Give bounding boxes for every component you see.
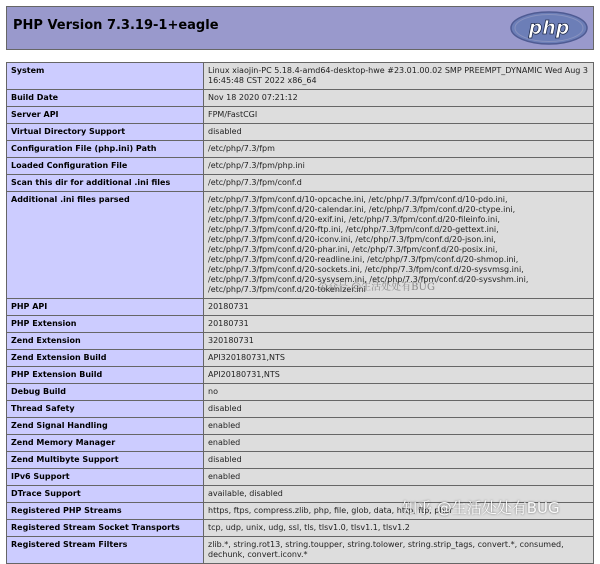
table-row [7,333,594,350]
table-row [7,452,594,469]
row-value: disabled [204,452,594,469]
watermark-corner: 知乎 @生活处处有BUG [402,499,560,517]
row-value: enabled [204,418,594,435]
table-row [7,63,594,90]
table-row [7,192,594,299]
row-value: /etc/php/7.3/fpm [204,141,594,158]
phpinfo-rows [7,63,594,564]
table-row [7,384,594,401]
table-row [7,299,594,316]
row-value: no [204,384,594,401]
row-label: Configuration File (php.ini) Path [7,141,204,158]
row-value: https, ftps, compress.zlib, php, file, glob, data, http, ftp, phar [204,503,594,520]
row-label: Registered Stream Socket Transports [7,520,204,537]
row-label: Scan this dir for additional .ini files [7,175,204,192]
row-value: 20180731 [204,299,594,316]
table-row [7,486,594,503]
php-logo-text: php [528,17,570,39]
phpinfo-header [6,6,594,50]
row-label: Thread Safety [7,401,204,418]
table-row [7,418,594,435]
row-value: enabled [204,435,594,452]
row-label: Debug Build [7,384,204,401]
table-row [7,401,594,418]
row-value: available, disabled [204,486,594,503]
row-value: Nov 18 2020 07:21:12 [204,90,594,107]
row-label: Registered PHP Streams [7,503,204,520]
row-label: Zend Extension Build [7,350,204,367]
row-label: Additional .ini files parsed [7,192,204,299]
table-row [7,158,594,175]
row-label: Loaded Configuration File [7,158,204,175]
row-label: DTrace Support [7,486,204,503]
table-row [7,175,594,192]
row-label: PHP Extension Build [7,367,204,384]
table-row [7,435,594,452]
table-row [7,350,594,367]
table-row [7,469,594,486]
row-value: Linux xiaojin-PC 5.18.4-amd64-desktop-hwe #23.01.00.02 SMP PREEMPT_DYNAMIC Wed Aug 3 16:45:48 CST 2022 x86_64 [204,63,594,90]
row-value: /etc/php/7.3/fpm/conf.d/10-opcache.ini, /etc/php/7.3/fpm/conf.d/10-pdo.ini, /etc/php/7.3/fpm/conf.d/20-calendar.ini, /etc/php/7.3/fpm/conf.d/20-ctype.ini, /etc/php/7.3/fpm/conf.d/20-exif.ini, /etc/php/7.3/fpm/conf.d/20-fileinfo.ini, /etc/php/7.3/fpm/conf.d/20-ftp.ini, /etc/php/7.3/fpm/conf.d/20-gettext.ini, /etc/php/7.3/fpm/conf.d/20-iconv.ini, /etc/php/7.3/fpm/conf.d/20-json.ini, /etc/php/7.3/fpm/conf.d/20-phar.ini, /etc/php/7.3/fpm/conf.d/20-posix.ini, /etc/php/7.3/fpm/conf.d/20-readline.ini, /etc/php/7.3/fpm/conf.d/20-shmop.ini, /etc/php/7.3/fpm/conf.d/20-sockets.ini, /etc/php/7.3/fpm/conf.d/20-sysvmsg.ini, /etc/php/7.3/fpm/conf.d/20-sysvsem.ini, /etc/php/7.3/fpm/conf.d/20-sysvshm.ini, /etc/php/7.3/fpm/conf.d/20-tokenizer.ini [204,192,594,299]
row-label: Build Date [7,90,204,107]
row-value: API20180731,NTS [204,367,594,384]
row-label: Server API [7,107,204,124]
row-label: IPv6 Support [7,469,204,486]
row-value: tcp, udp, unix, udg, ssl, tls, tlsv1.0, tlsv1.1, tlsv1.2 [204,520,594,537]
table-row [7,503,594,520]
row-label: Registered Stream Filters [7,537,204,564]
row-value: 20180731 [204,316,594,333]
row-label: Virtual Directory Support [7,124,204,141]
table-row [7,367,594,384]
phpinfo-table [6,62,594,564]
row-value: FPM/FastCGI [204,107,594,124]
table-row [7,141,594,158]
row-value: zlib.*, string.rot13, string.toupper, string.tolower, string.strip_tags, convert.*, consumed, dechunk, convert.iconv.* [204,537,594,564]
row-value: /etc/php/7.3/fpm/php.ini [204,158,594,175]
row-label: Zend Memory Manager [7,435,204,452]
row-value: /etc/php/7.3/fpm/conf.d [204,175,594,192]
row-value: disabled [204,401,594,418]
table-row [7,537,594,564]
table-row [7,316,594,333]
row-label: PHP API [7,299,204,316]
table-row [7,107,594,124]
php-logo-icon [509,10,589,46]
row-label: Zend Multibyte Support [7,452,204,469]
watermark-center: 公众号 @生活处处有BUG [318,282,435,293]
row-value: 320180731 [204,333,594,350]
page-title: PHP Version 7.3.19-1+eagle [13,18,219,33]
row-value: disabled [204,124,594,141]
row-value: API320180731,NTS [204,350,594,367]
row-label: Zend Signal Handling [7,418,204,435]
row-label: System [7,63,204,90]
table-row [7,90,594,107]
row-value: enabled [204,469,594,486]
row-label: PHP Extension [7,316,204,333]
table-row [7,124,594,141]
row-label: Zend Extension [7,333,204,350]
